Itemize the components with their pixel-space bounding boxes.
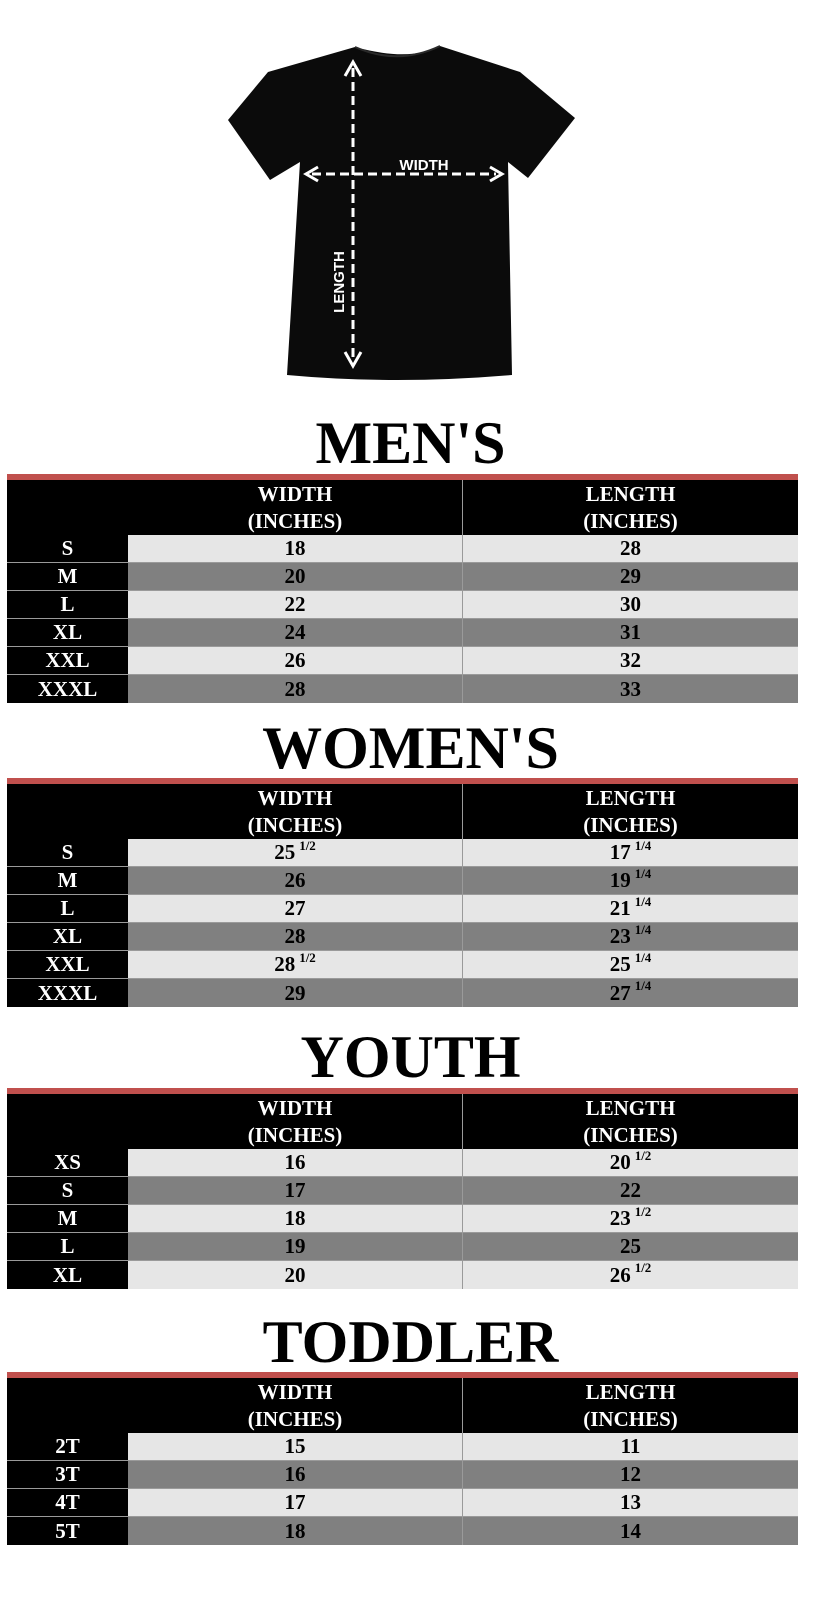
width-cell: 20 [128, 1261, 463, 1289]
size-cell: L [7, 591, 128, 618]
length-fraction: 1/4 [634, 949, 652, 965]
width-cell: 18 [128, 1517, 463, 1545]
length-cell: 25 1/4 [463, 951, 798, 978]
size-table-toddler [7, 1372, 798, 1545]
width-cell: 25 1/2 [128, 839, 463, 866]
section-title-youth: YOUTH [300, 1024, 521, 1090]
header-width: WIDTH (INCHES) [128, 1378, 463, 1433]
table-row [7, 1461, 798, 1489]
size-cell: XXL [7, 647, 128, 674]
width-cell: 28 1/2 [128, 951, 463, 978]
length-cell: 11 [463, 1433, 798, 1460]
header-width: WIDTH (INCHES) [128, 784, 463, 839]
width-cell: 18 [128, 1205, 463, 1232]
table-row [7, 951, 798, 979]
table-row [7, 895, 798, 923]
width-cell: 29 [128, 979, 463, 1007]
width-cell: 17 [128, 1489, 463, 1516]
table-row [7, 1489, 798, 1517]
size-cell: S [7, 535, 128, 562]
table-header [7, 480, 798, 535]
length-fraction: 1/2 [634, 1260, 652, 1275]
size-cell: 2T [7, 1433, 128, 1460]
table-row [7, 1433, 798, 1461]
size-cell: XXL [7, 951, 128, 978]
length-cell: 29 [463, 563, 798, 590]
width-label: WIDTH [399, 157, 449, 174]
length-cell: 17 1/4 [463, 839, 798, 866]
size-cell: XL [7, 619, 128, 646]
table-header [7, 1378, 798, 1433]
header-length: LENGTH (INCHES) [583, 481, 678, 533]
table-header [7, 784, 798, 839]
header-blank-cell [7, 1094, 128, 1149]
length-cell: 12 [463, 1461, 798, 1488]
length-fraction: 1/4 [634, 865, 652, 881]
table-row [7, 867, 798, 895]
table-row [7, 647, 798, 675]
tshirt-measurement-figure [0, 0, 821, 400]
length-cell: 23 1/2 [463, 1205, 798, 1232]
width-cell: 20 [128, 563, 463, 590]
width-cell: 16 [128, 1461, 463, 1488]
length-cell: 27 1/4 [463, 979, 798, 1007]
table-header [7, 1094, 798, 1149]
length-cell: 30 [463, 591, 798, 618]
width-cell: 27 [128, 895, 463, 922]
table-row [7, 675, 798, 703]
header-width: WIDTH (INCHES) [128, 1094, 463, 1149]
size-cell: 4T [7, 1489, 128, 1516]
table-row [7, 923, 798, 951]
size-cell: 3T [7, 1461, 128, 1488]
width-fraction: 1/2 [299, 949, 316, 965]
width-cell: 26 [128, 647, 463, 674]
header-length: LENGTH (INCHES) [583, 785, 678, 837]
size-cell: XL [7, 923, 128, 950]
length-cell: 21 1/4 [463, 895, 798, 922]
size-cell: L [7, 1233, 128, 1260]
size-table-youth [7, 1088, 798, 1289]
length-fraction: 1/2 [634, 1203, 652, 1219]
length-cell: 19 1/4 [463, 867, 798, 894]
size-cell: L [7, 895, 128, 922]
width-fraction: 1/2 [299, 837, 316, 853]
size-cell: S [7, 839, 128, 866]
length-cell: 20 1/2 [463, 1149, 798, 1176]
length-cell: 32 [463, 647, 798, 674]
size-cell: M [7, 563, 128, 590]
size-cell: XXXL [7, 979, 128, 1007]
length-cell: 13 [463, 1489, 798, 1516]
width-cell: 24 [128, 619, 463, 646]
length-fraction: 1/4 [634, 837, 652, 853]
length-cell: 31 [463, 619, 798, 646]
width-cell: 22 [128, 591, 463, 618]
size-cell: XL [7, 1261, 128, 1289]
length-cell: 33 [463, 675, 798, 703]
length-cell: 14 [463, 1517, 798, 1545]
width-cell: 19 [128, 1233, 463, 1260]
length-cell: 26 1/2 [463, 1261, 798, 1289]
header-blank-cell [7, 480, 128, 535]
header-blank-cell [7, 784, 128, 839]
size-cell: XS [7, 1149, 128, 1176]
length-cell: 22 [463, 1177, 798, 1204]
size-table-mens [7, 474, 798, 703]
size-cell: 5T [7, 1517, 128, 1545]
section-title-womens: WOMEN'S [262, 715, 559, 781]
size-cell: S [7, 1177, 128, 1204]
table-row [7, 1177, 798, 1205]
header-blank-cell [7, 1378, 128, 1433]
table-row [7, 1261, 798, 1289]
table-row [7, 563, 798, 591]
length-cell: 23 1/4 [463, 923, 798, 950]
table-row [7, 591, 798, 619]
size-cell: M [7, 867, 128, 894]
length-fraction: 1/4 [634, 978, 652, 993]
header-length: LENGTH (INCHES) [583, 1095, 678, 1147]
size-table-womens [7, 778, 798, 1007]
section-title-toddler: TODDLER [262, 1309, 559, 1375]
table-row [7, 535, 798, 563]
header-width: WIDTH (INCHES) [128, 480, 463, 535]
width-cell: 16 [128, 1149, 463, 1176]
width-cell: 26 [128, 867, 463, 894]
tshirt-icon [228, 46, 575, 380]
width-cell: 18 [128, 535, 463, 562]
length-fraction: 1/2 [634, 1147, 652, 1163]
table-row [7, 839, 798, 867]
length-cell: 25 [463, 1233, 798, 1260]
header-length: LENGTH (INCHES) [583, 1379, 678, 1431]
table-row [7, 1149, 798, 1177]
size-cell: M [7, 1205, 128, 1232]
width-cell: 15 [128, 1433, 463, 1460]
length-label: LENGTH [331, 251, 348, 313]
length-fraction: 1/4 [634, 893, 652, 909]
table-row [7, 1205, 798, 1233]
table-row [7, 1517, 798, 1545]
table-row [7, 619, 798, 647]
table-row [7, 979, 798, 1007]
size-cell: XXXL [7, 675, 128, 703]
width-cell: 17 [128, 1177, 463, 1204]
length-cell: 28 [463, 535, 798, 562]
length-fraction: 1/4 [634, 921, 652, 937]
width-cell: 28 [128, 923, 463, 950]
table-row [7, 1233, 798, 1261]
section-title-mens: MEN'S [315, 410, 506, 476]
width-cell: 28 [128, 675, 463, 703]
